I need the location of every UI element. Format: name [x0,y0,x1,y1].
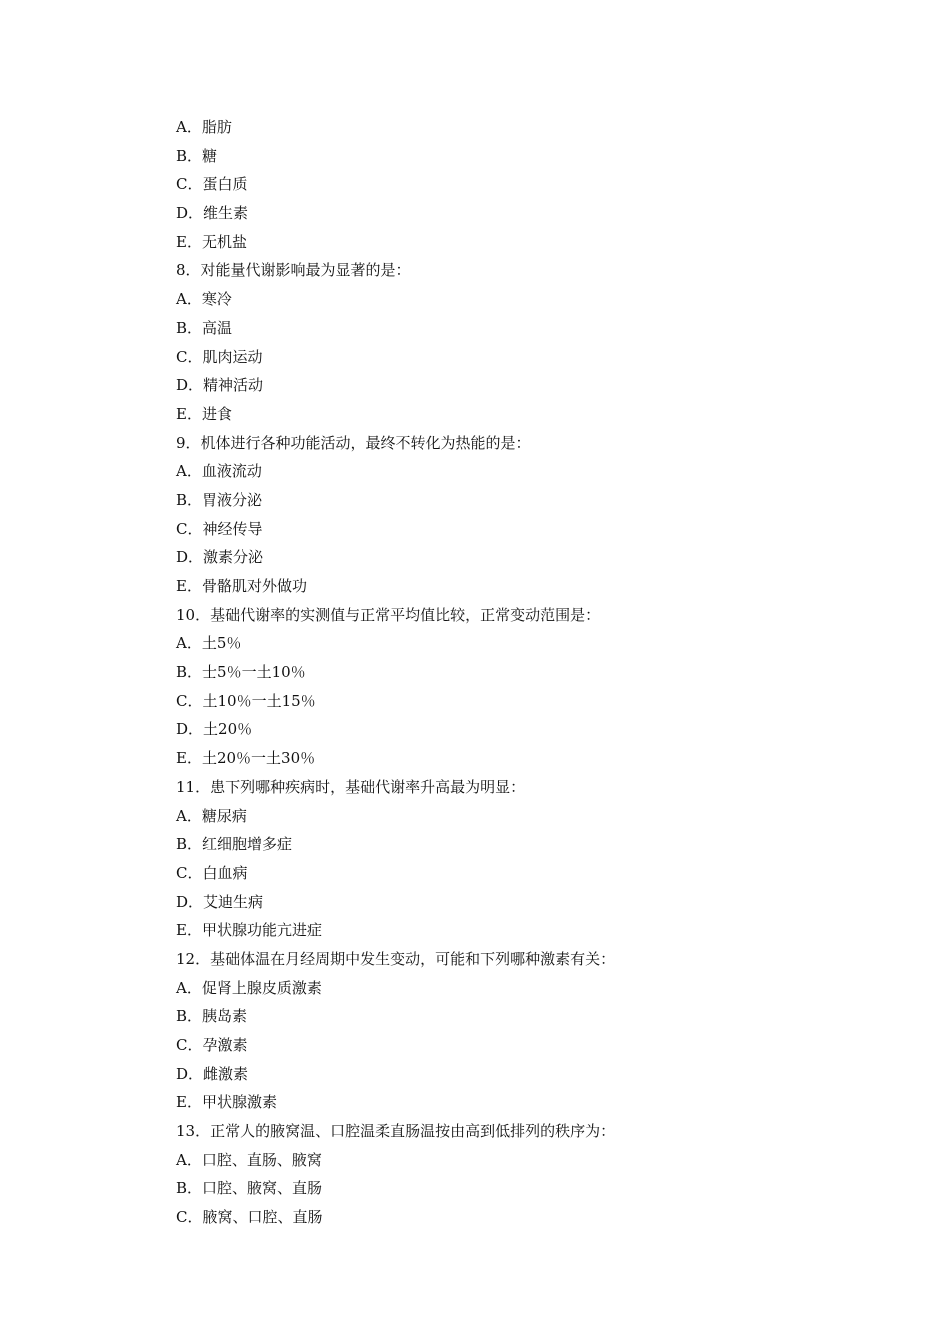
option-line: C．孕激素 [176,1036,248,1054]
question-line: 10．基础代谢率的实测值与正常平均值比较，正常变动范围是： [176,605,601,624]
question-line: 9．机体进行各种功能活动，最终不转化为热能的是： [176,433,531,452]
option-line: B．胃液分泌 [176,490,263,509]
option-line: B．士5％一土10％ [176,663,306,682]
option-line: C．肌肉运动 [176,347,263,366]
question-line: 11．患下列哪种疾病时，基础代谢率升高最为明显： [176,777,526,796]
option-line: B．高温 [176,318,233,337]
option-line: D．维生素 [176,204,249,223]
option-line: E．土20％一土30％ [176,749,316,768]
option-line: D．激素分泌 [176,548,264,567]
option-line: D．艾迪生病 [176,892,264,911]
option-line: B．口腔、腋窝、直肠 [176,1179,323,1198]
option-line: D．精神活动 [176,376,264,395]
option-line: A．口腔、直肠、腋窝 [176,1150,322,1169]
option-line: A．土5％ [176,634,242,653]
option-line: C．蛋白质 [176,175,248,194]
option-line: C．腋窝、口腔、直肠 [176,1208,323,1227]
option-line: C．神经传导 [176,519,263,538]
option-line: E．甲状腺功能亢进症 [176,921,322,940]
option-line: C．白血病 [176,863,248,882]
option-line: E．甲状腺激素 [176,1093,277,1112]
option-line: A．脂肪 [176,118,232,136]
option-line: A．寒冷 [176,290,232,309]
question-line: 12．基础体温在月经周期中发生变动，可能和下列哪种激素有关： [176,949,616,968]
option-line: E．进食 [176,404,232,423]
option-line: D．土20％ [176,720,253,739]
option-line: A．糖尿病 [176,806,247,825]
option-line: A．促肾上腺皮质激素 [176,978,322,997]
question-line: 8．对能量代谢影响最为显著的是： [176,261,411,280]
option-line: E．无机盐 [176,232,247,251]
option-line: B．红细胞增多症 [176,835,293,854]
option-line: A．血液流动 [176,462,262,481]
option-line: D．雌激素 [176,1064,249,1083]
option-line: E．骨骼肌对外做功 [176,577,307,595]
option-line: C．土10％一土15％ [176,691,316,710]
option-line: B．胰岛素 [176,1007,248,1026]
question-line: 13．正常人的腋窝温、口腔温柔直肠温按由高到低排列的秩序为： [176,1122,616,1141]
document-page [176,113,896,1232]
option-line: B．糖 [176,146,218,165]
